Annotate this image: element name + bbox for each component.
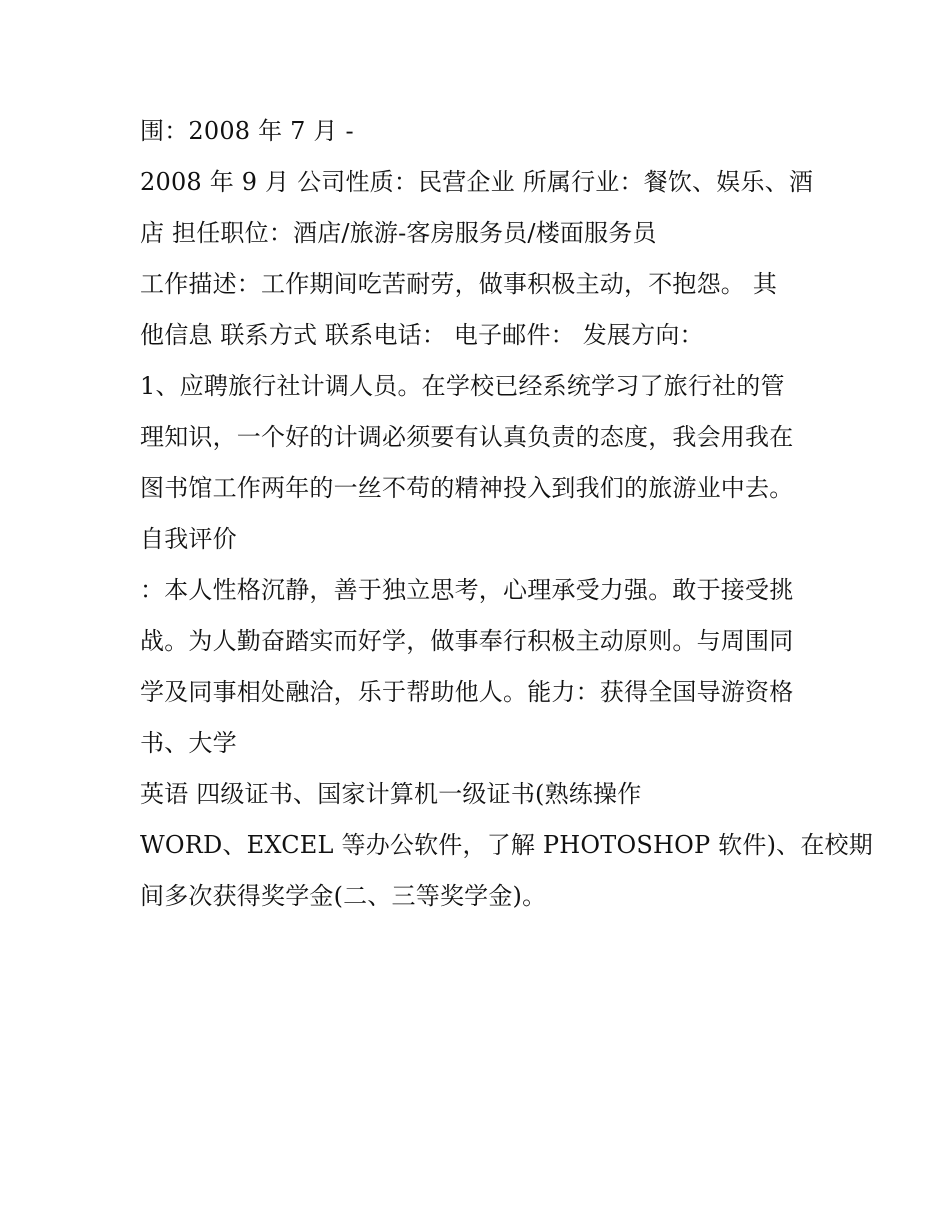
text-line: ：本人性格沉静，善于独立思考，心理承受力强。敢于接受挑 [140, 576, 794, 604]
text-line: 店 担任职位：酒店/旅游-客房服务员/楼面服务员 [140, 219, 657, 247]
section-heading: 自我评价 [140, 525, 237, 553]
text-line: 战。为人勤奋踏实而好学，做事奉行积极主动原则。与周围同 [140, 627, 794, 655]
text-line: 书、大学 [140, 729, 237, 757]
text-line: 英语 四级证书、国家计算机一级证书(熟练操作 [140, 780, 642, 808]
text-line: 围：2008 年 7 月 - [140, 117, 354, 145]
text-line: 间多次获得奖学金(二、三等奖学金)。 [140, 882, 547, 910]
resume-text-block [140, 106, 873, 922]
text-line: 1、应聘旅行社计调人员。在学校已经系统学习了旅行社的管 [140, 372, 785, 400]
text-line: 理知识，一个好的计调必须要有认真负责的态度，我会用我在 [140, 423, 794, 451]
text-line: 图书馆工作两年的一丝不苟的精神投入到我们的旅游业中去。 [140, 474, 794, 502]
text-line: 工作描述：工作期间吃苦耐劳，做事积极主动，不抱怨。 其 [140, 270, 778, 298]
text-line: 学及同事相处融洽，乐于帮助他人。能力：获得全国导游资格 [140, 678, 794, 706]
text-line: 他信息 联系方式 联系电话： 电子邮件： 发展方向： [140, 321, 704, 349]
text-line: 2008 年 9 月 公司性质：民营企业 所属行业：餐饮、娱乐、酒 [140, 168, 814, 196]
text-line: WORD、EXCEL 等办公软件，了解 PHOTOSHOP 软件)、在校期 [140, 831, 873, 859]
